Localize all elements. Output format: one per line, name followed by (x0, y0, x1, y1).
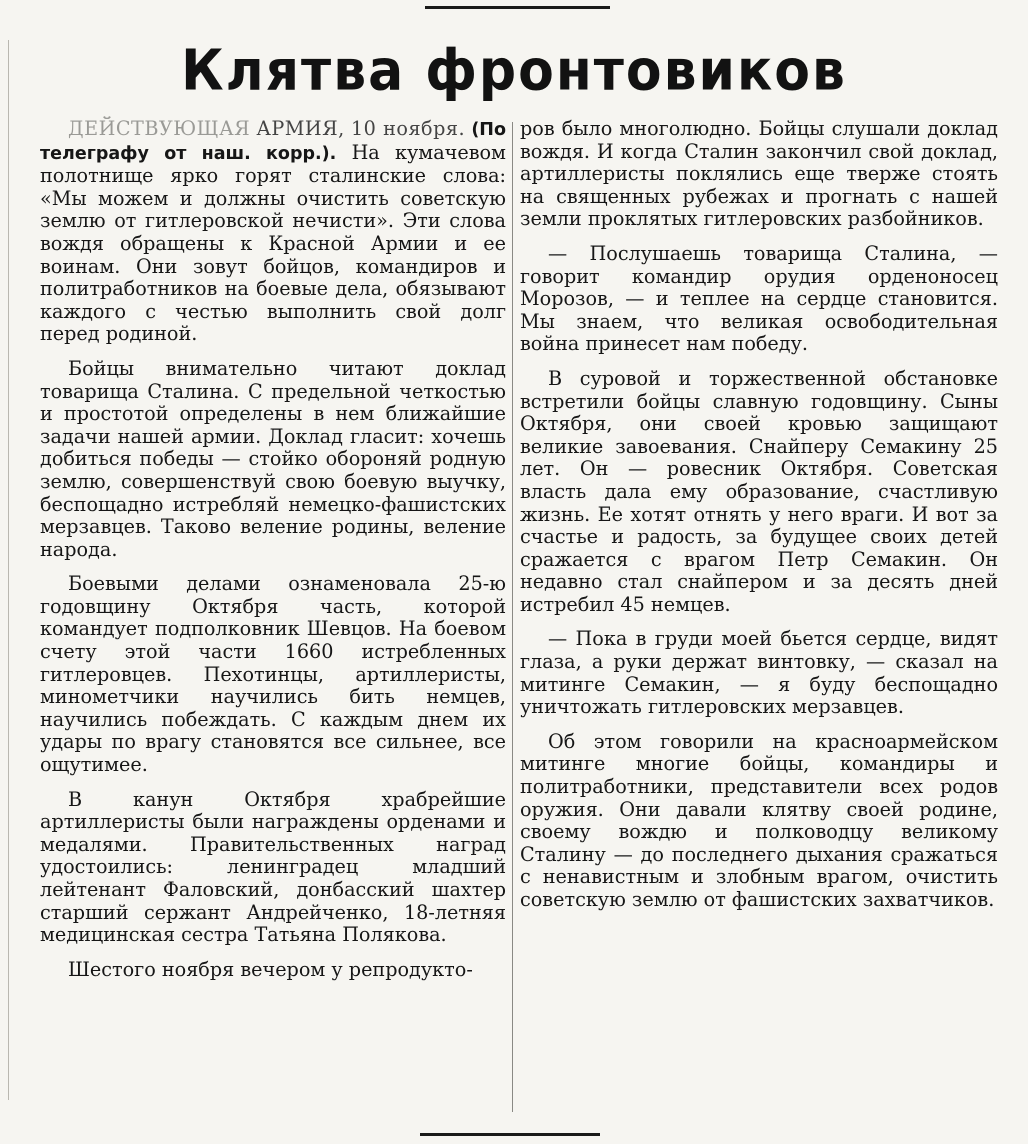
source-note: (По телеграфу от наш. корр.). (40, 120, 506, 164)
dateline-place-faded: ДЕЙСТВУЮЩАЯ (68, 117, 251, 140)
article-headline: Клятва фронтовиков (181, 38, 847, 104)
top-rule (425, 6, 610, 9)
article-column-right (520, 118, 998, 924)
article-paragraph-9: Об этом говорили на красноармейском митинге многие бойцы, командиры и политработники, представители всех родов оружия. Они давали клятву своей родине, своему вождю и полководцу великому Сталину — до последнего дыхания сражаться с ненавистным и злобным врагом, очистить советскую землю от фашистских захватчиков. (520, 729, 998, 911)
article-paragraph-2: Бойцы внимательно читают доклад товарища Сталина. С предельной четкостью и простотой определены в нем ближайшие задачи нашей армии. Доклад гласит: хочешь добиться победы — стойко обороняй родную землю, совершенствуй свою боевую выучку, беспощадно истребляй немецко-фашистских мерзавцев. Таково веление родины, веление народа. (40, 356, 506, 561)
dateline-date: 10 ноября. (350, 117, 466, 140)
paragraph-1-text: На кумачевом полотнище ярко горят сталинские слова: «Мы можем и должны очистить советскую землю от гитлеровской нечисти». Эти слова вождя обращены к Красной Армии и ее воинам. Они зовут бойцов, командиров и политработников на боевые дела, обязывают каждого с честью выполнить свой долг перед родиной. (40, 140, 506, 346)
article-paragraph-1 (40, 118, 506, 346)
column-divider (512, 122, 513, 1112)
article-paragraph-5-start: Шестого ноября вечером у репродукто- (68, 957, 473, 981)
dateline-place: АРМИЯ, (256, 117, 345, 140)
article-paragraph-3: Боевыми делами ознаменовала 25-ю годовщину Октября часть, которой командует подполковник Шевцов. На боевом счету этой части 1660 истребленных гитлеровцев. Пехотинцы, артиллеристы, минометчики научились бить немцев, научились побеждать. С каждым днем их удары по врагу становятся все сильнее, все ощутимее. (40, 572, 506, 777)
article-paragraph-5-end: ров было многолюдно. Бойцы слушали доклад вождя. И когда Сталин закончил свой доклад, артиллеристы поклялись еще тверже стоять на священных рубежах и прогнать с нашей земли проклятых гитлеровских разбойников. (520, 117, 998, 231)
article-paragraph-7: В суровой и торжественной обстановке встретили бойцы славную годовщину. Сыны Октября, они своей кровью защищают великие завоевания. Снайперу Семакину 25 лет. Он — ровесник Октября. Советская власть дала ему образование, счастливую жизнь. Ее хотят отнять у него враги. И вот за счастье и радость, за будущее своих детей сражается с врагом Петр Семакин. Он недавно стал снайпером и за десять дней истребил 45 немцев. (520, 366, 998, 616)
article-paragraph-6: — Послушаешь товарища Сталина, — говорит командир орудия орденоносец Морозов, — и теплее на сердце становится. Мы знаем, что великая освободительная война принесет нам победу. (520, 241, 998, 356)
article-paragraph-8: — Пока в груди моей бьется сердце, видят глаза, а руки держат винтовку, — сказал на митинге Семакин, — я буду беспощадно уничтожать гитлеровских мерзавцев. (520, 627, 998, 719)
article-paragraph-4: В канун Октября храбрейшие артиллеристы были награждены орденами и медалями. Правительственных наград удостоились: ленинградец младший лейтенант Фаловский, донбасский шахтер старший сержант Андрейченко, 18-летняя медицинская сестра Татьяна Полякова. (40, 787, 506, 947)
page-edge-line (8, 40, 9, 1100)
article-column-left (40, 118, 506, 985)
bottom-rule (420, 1133, 600, 1136)
